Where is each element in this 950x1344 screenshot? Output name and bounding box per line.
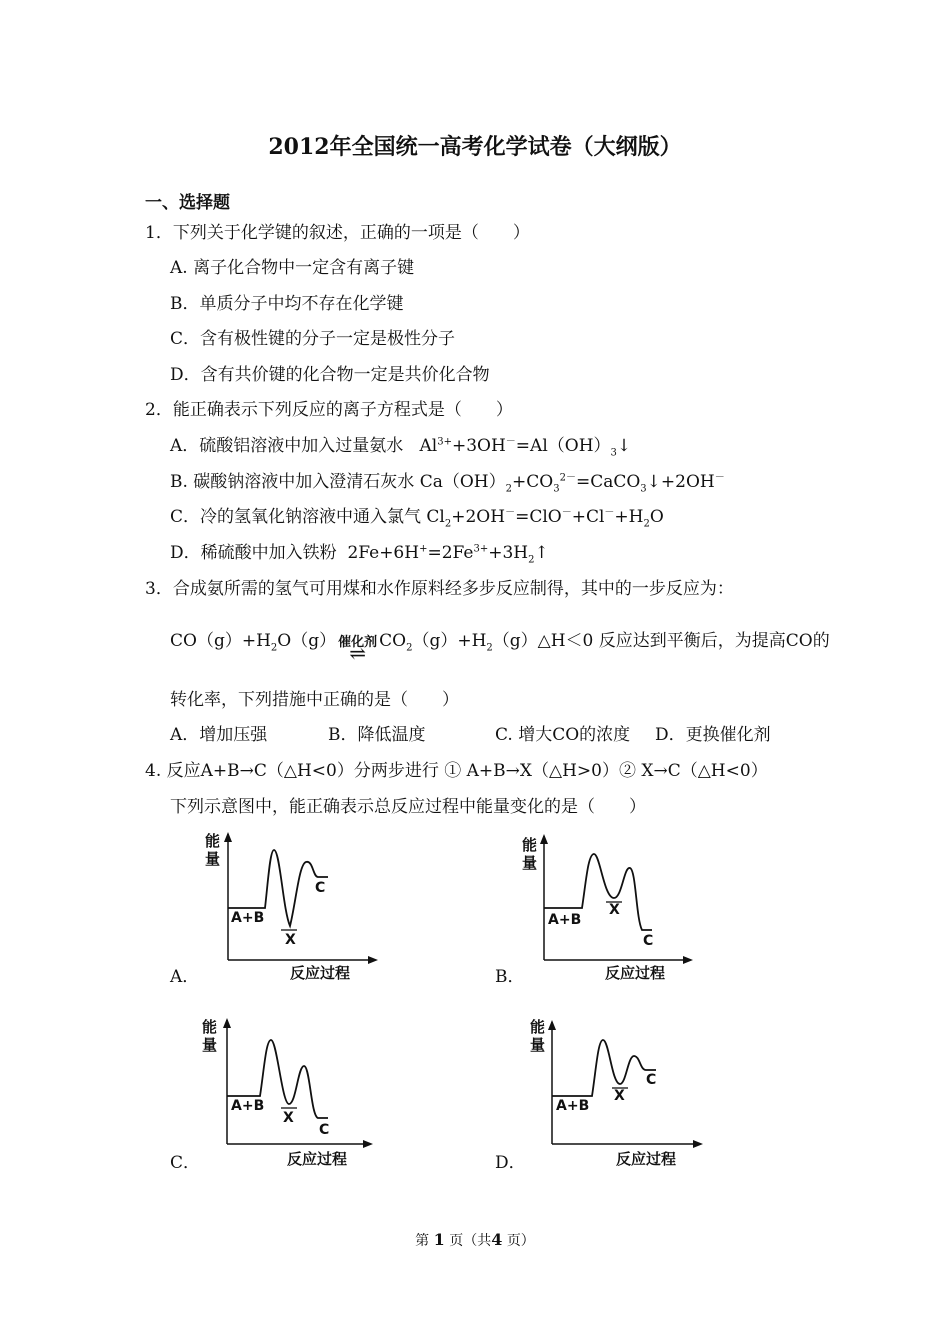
energy-curve — [552, 1040, 656, 1096]
mid-label: X — [609, 902, 620, 918]
q2-stem: 2．能正确表示下列反应的离子方程式是（ ） — [145, 400, 513, 420]
q3-stem: 3．合成氨所需的氢气可用煤和水作原料经多步反应制得，其中的一步反应为： — [145, 579, 734, 599]
section-heading: 一、选择题 — [145, 193, 230, 213]
energy-diagram-a — [200, 832, 380, 982]
q2-option-a-text: A．硫酸铝溶液中加入过量氨水 — [170, 436, 404, 456]
mid-label: X — [614, 1088, 625, 1104]
energy-diagram-b — [520, 832, 700, 982]
footer-mid: 页（共 — [449, 1233, 492, 1249]
q4-option-d-label: D． — [495, 1153, 526, 1173]
start-label: A+B — [556, 1098, 590, 1114]
energy-diagram-d — [528, 1018, 708, 1168]
q2-option-a: A．硫酸铝溶液中加入过量氨水 $Al^{3+}+3OH^-=Al(OH)_3↓$ — [170, 436, 632, 459]
q2-option-c: C．冷的氢氧化钠溶液中通入氯气 $Cl_2+2OH^-=ClO^-+Cl^-+H_2O$ — [170, 507, 664, 530]
q3-equation: $CO(g)+H_2O(g)$ 催化剂 ⇌ $CO_2(g)+H_2(g)\triangle H<0$ 反应达到平衡后，为提高CO的 — [170, 629, 830, 655]
y-axis-label: 能量 — [205, 832, 221, 868]
x-axis-arrow — [683, 956, 693, 964]
page-number: 1 — [433, 1230, 445, 1249]
x-axis-label: 反应过程 — [287, 1150, 348, 1168]
end-label: C — [315, 880, 326, 896]
end-label: C — [319, 1122, 330, 1138]
q2-option-d-text: D．稀硫酸中加入铁粉 — [170, 543, 337, 563]
q1-option-b: B．单质分子中均不存在化学键 — [170, 294, 404, 314]
start-label: A+B — [231, 1098, 265, 1114]
q2-option-b: B. 碳酸钠溶液中加入澄清石灰水 $Ca(OH)_2+CO_3^{2-}=CaCO_3↓+2OH^-$ — [170, 472, 725, 495]
energy-diagram-c — [200, 1018, 380, 1168]
q2-option-d: D．稀硫酸中加入铁粉 $2Fe+6H^+=2Fe^{3+}+3H_2↑$ — [170, 543, 549, 566]
y-axis-arrow — [548, 1020, 556, 1030]
page-total: 4 — [491, 1230, 503, 1249]
q3-option-d: D．更换催化剂 — [655, 725, 771, 745]
x-axis-arrow — [368, 956, 378, 964]
page-footer — [0, 1230, 950, 1250]
x-axis-arrow — [363, 1140, 373, 1148]
start-label: A+B — [548, 912, 582, 928]
y-axis-arrow — [224, 832, 232, 842]
y-axis-arrow — [540, 834, 548, 844]
energy-diagram-c-svg — [200, 1018, 380, 1168]
y-axis-label: 能量 — [522, 836, 538, 872]
q4-option-c-label: C． — [170, 1153, 201, 1173]
x-axis-arrow — [693, 1140, 703, 1148]
mid-label: X — [283, 1110, 294, 1126]
x-axis-label: 反应过程 — [605, 964, 666, 982]
q2-option-c-text: C．冷的氢氧化钠溶液中通入氯气 — [170, 507, 422, 527]
q3-continuation: 转化率，下列措施中正确的是（ ） — [170, 690, 459, 710]
x-axis-label: 反应过程 — [290, 964, 351, 982]
q1-stem: 1．下列关于化学键的叙述，正确的一项是（ ） — [145, 223, 530, 243]
q2-option-b-text: B. 碳酸钠溶液中加入澄清石灰水 — [170, 472, 415, 492]
q4-option-a-label: A． — [170, 967, 200, 987]
q1-option-a: A. 离子化合物中一定含有离子键 — [170, 258, 415, 278]
mid-label: X — [285, 932, 296, 948]
q4-option-b-label: B． — [495, 967, 525, 987]
q1-option-d: D．含有共价键的化合物一定是共价化合物 — [170, 365, 490, 385]
q3-option-a: A．增加压强 — [170, 725, 268, 745]
page-title: 2012年全国统一高考化学试卷（大纲版） — [268, 134, 682, 160]
footer-pre: 第 — [415, 1233, 430, 1249]
start-label: A+B — [231, 910, 265, 926]
q3-option-c: C. 增大CO的浓度 — [495, 725, 631, 745]
y-axis-label: 能量 — [530, 1018, 546, 1054]
energy-diagram-a-svg — [200, 832, 380, 982]
q1-option-c: C．含有极性键的分子一定是极性分子 — [170, 329, 456, 349]
catalyst-label: 催化剂 ⇌ — [338, 631, 377, 655]
footer-post: 页） — [506, 1233, 535, 1249]
end-label: C — [646, 1072, 657, 1088]
q3-option-b: B．降低温度 — [328, 725, 426, 745]
x-axis-label: 反应过程 — [616, 1150, 677, 1168]
end-label: C — [643, 933, 654, 949]
y-axis-label: 能量 — [202, 1018, 218, 1054]
q4-continuation: 下列示意图中，能正确表示总反应过程中能量变化的是（ ） — [170, 797, 646, 817]
y-axis-arrow — [223, 1018, 231, 1028]
q4-stem: 4. 反应A+B→C（△H<0）分两步进行 ① A+B→X（△H>0）② X→C（△H<0） — [145, 761, 768, 781]
q3-eq-tail: 反应达到平衡后，为提高CO的 — [598, 631, 830, 651]
